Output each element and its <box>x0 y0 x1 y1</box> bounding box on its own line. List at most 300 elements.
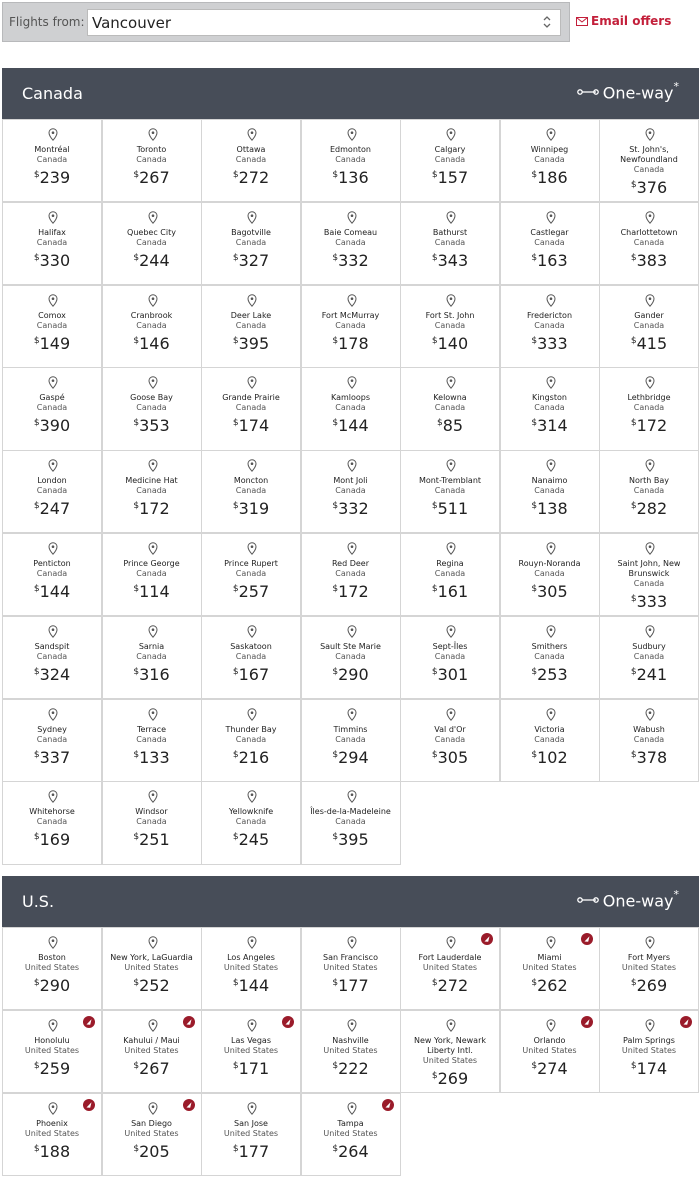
destination-info <box>7 953 97 995</box>
price-value: 511 <box>437 499 469 519</box>
price-value: 267 <box>139 168 170 187</box>
currency-symbol: $ <box>332 170 339 180</box>
currency-symbol: $ <box>33 252 40 263</box>
destination-info <box>7 807 97 849</box>
map-pin-icon <box>48 623 58 636</box>
destination-country: Canada <box>633 237 665 247</box>
destination-card[interactable] <box>599 616 699 699</box>
map-pin-icon <box>446 292 456 305</box>
destination-price <box>7 746 97 767</box>
section-canada <box>2 68 699 850</box>
destination-card[interactable] <box>599 1010 699 1093</box>
destination-card[interactable] <box>2 367 102 450</box>
destination-card[interactable] <box>102 285 202 368</box>
destination-card[interactable] <box>2 450 102 533</box>
destination-card[interactable] <box>400 927 500 1010</box>
destination-city: Saskatoon <box>230 641 272 651</box>
destination-card[interactable] <box>102 202 202 285</box>
map-pin-icon <box>347 540 357 553</box>
destination-info <box>7 1036 97 1078</box>
destination-card[interactable] <box>201 616 301 699</box>
price-value: 222 <box>338 1058 369 1078</box>
destination-card[interactable] <box>2 1093 102 1176</box>
destination-card[interactable] <box>301 1010 401 1093</box>
destination-price <box>405 974 495 995</box>
destination-card[interactable] <box>201 285 301 368</box>
price-value: 102 <box>537 747 568 767</box>
destination-info <box>505 145 595 187</box>
destination-price <box>604 974 694 995</box>
destination-card[interactable] <box>500 1010 600 1093</box>
currency-symbol: $ <box>630 418 637 429</box>
destination-card[interactable] <box>201 927 301 1010</box>
destination-card[interactable] <box>102 1010 202 1093</box>
price-value: 133 <box>139 747 170 767</box>
destination-card[interactable] <box>400 450 500 533</box>
destination-card[interactable] <box>2 1010 102 1093</box>
destination-price <box>206 414 296 435</box>
destination-price <box>107 746 197 767</box>
destination-info <box>604 725 694 767</box>
destination-card[interactable] <box>400 616 500 699</box>
destination-city: Kelowna <box>433 393 467 403</box>
map-pin-icon <box>347 1017 357 1030</box>
price-value: 85 <box>442 416 464 436</box>
currency-symbol: $ <box>232 501 239 512</box>
destination-card[interactable] <box>201 450 301 533</box>
destination-city: Edmonton <box>330 145 371 154</box>
currency-symbol: $ <box>232 335 239 346</box>
one-way-text: One-way <box>602 891 674 911</box>
destination-info <box>405 1036 495 1088</box>
currency-symbol: $ <box>531 584 538 594</box>
map-pin-icon <box>247 374 257 387</box>
price-value: 314 <box>537 416 568 436</box>
destination-country: United States <box>124 963 179 972</box>
destination-price <box>306 332 396 353</box>
destination-price <box>7 166 97 187</box>
destination-country: Canada <box>335 651 366 661</box>
destination-price <box>7 580 97 601</box>
destination-card[interactable] <box>2 533 102 616</box>
destination-card[interactable] <box>201 1010 301 1093</box>
destination-card[interactable] <box>599 450 699 533</box>
destination-card[interactable] <box>500 533 600 616</box>
currency-symbol: $ <box>630 1060 637 1071</box>
destination-info <box>505 311 595 353</box>
destination-card[interactable] <box>102 927 202 1010</box>
destination-card[interactable] <box>301 367 401 450</box>
price-value: 378 <box>636 747 668 767</box>
destination-city: Rouyn-Noranda <box>518 559 581 568</box>
currency-symbol: $ <box>133 749 140 760</box>
destination-price <box>206 497 296 518</box>
destination-country: Canada <box>534 651 565 661</box>
currency-symbol: $ <box>531 335 538 346</box>
currency-symbol: $ <box>332 418 339 429</box>
map-pin-icon <box>148 706 158 719</box>
email-offers-link[interactable] <box>576 14 671 28</box>
destination-card[interactable] <box>102 781 202 864</box>
destination-card[interactable] <box>2 699 102 782</box>
map-pin-icon <box>546 126 556 139</box>
destination-info <box>306 1119 396 1161</box>
destination-card[interactable] <box>102 533 202 616</box>
price-value: 294 <box>338 747 369 767</box>
destination-card[interactable] <box>400 202 500 285</box>
destination-info <box>7 145 97 187</box>
destination-card[interactable] <box>2 202 102 285</box>
map-pin-icon <box>546 374 556 387</box>
destination-city: Bathurst <box>432 227 468 237</box>
destination-card[interactable] <box>201 533 301 616</box>
destination-country: Canada <box>36 651 68 661</box>
currency-symbol: $ <box>436 418 443 429</box>
price-value: 140 <box>437 333 469 353</box>
destination-country: Canada <box>534 320 565 330</box>
destination-card[interactable] <box>201 781 301 864</box>
destination-info <box>604 393 694 435</box>
destination-info <box>306 953 396 995</box>
destination-card[interactable] <box>599 285 699 368</box>
destination-card[interactable] <box>500 450 600 533</box>
destination-card[interactable] <box>102 699 202 782</box>
destination-info <box>405 725 495 767</box>
destination-price <box>107 974 197 995</box>
destination-country: Canada <box>335 155 366 164</box>
destination-info <box>505 642 595 684</box>
destination-card[interactable] <box>400 1010 500 1093</box>
destination-card[interactable] <box>102 616 202 699</box>
destination-country: United States <box>24 1045 80 1055</box>
destination-info <box>107 642 197 684</box>
currency-symbol: $ <box>531 501 538 512</box>
destination-country: Canada <box>434 320 466 330</box>
map-pin-icon <box>148 126 158 139</box>
destination-card[interactable] <box>301 616 401 699</box>
currency-symbol: $ <box>332 978 339 988</box>
origin-city-select[interactable] <box>87 9 561 36</box>
map-pin-icon <box>148 457 158 470</box>
destination-card[interactable] <box>102 1093 202 1176</box>
destination-city: Moncton <box>233 476 269 486</box>
map-pin-icon <box>446 540 456 553</box>
map-pin-icon <box>645 706 655 719</box>
map-pin-icon <box>446 374 456 387</box>
rouge-badge-icon <box>481 933 493 945</box>
destination-city: Fort Lauderdale <box>418 953 482 962</box>
currency-symbol: $ <box>431 584 438 594</box>
rouge-badge-icon <box>282 1016 294 1028</box>
destination-city: Nanaimo <box>531 476 568 486</box>
destination-city: New York, LaGuardia <box>110 953 193 962</box>
destination-card[interactable] <box>102 367 202 450</box>
destination-card[interactable] <box>400 119 500 202</box>
rouge-badge-icon <box>680 1016 692 1028</box>
destination-info <box>306 145 396 187</box>
map-pin-icon <box>347 1100 357 1113</box>
destination-card[interactable] <box>400 367 500 450</box>
destination-country: Canada <box>434 403 466 413</box>
destination-info <box>107 1119 197 1161</box>
destination-country: Canada <box>136 486 167 496</box>
destination-city: Boston <box>38 953 66 962</box>
destination-price <box>107 332 197 353</box>
map-pin-icon <box>645 209 655 222</box>
destination-info <box>7 393 97 435</box>
destination-card[interactable] <box>301 781 401 864</box>
currency-symbol: $ <box>232 1060 239 1071</box>
one-way-arrow-icon <box>577 88 599 96</box>
section-title: Canada <box>22 84 83 103</box>
destination-info <box>505 228 595 270</box>
price-value: 290 <box>39 976 71 995</box>
destination-country: Canada <box>434 651 466 661</box>
destination-price <box>107 497 197 518</box>
section-header <box>2 876 699 927</box>
section-header <box>2 68 699 119</box>
destination-price <box>306 580 396 601</box>
destination-card[interactable] <box>599 699 699 782</box>
destination-info <box>206 311 296 353</box>
currency-symbol: $ <box>630 501 637 512</box>
currency-symbol: $ <box>431 1070 438 1081</box>
destination-card[interactable] <box>201 367 301 450</box>
destination-card[interactable] <box>500 367 600 450</box>
destination-city: Gaspé <box>39 393 65 403</box>
map-pin-icon <box>148 1017 158 1030</box>
map-pin-icon <box>247 457 257 470</box>
destination-city: Sydney <box>37 724 67 734</box>
price-value: 172 <box>338 582 369 601</box>
destination-price <box>405 497 495 518</box>
price-value: 330 <box>39 250 71 270</box>
destination-country: United States <box>223 963 279 972</box>
price-value: 274 <box>537 1058 568 1078</box>
destination-info <box>604 476 694 518</box>
destination-card[interactable] <box>599 367 699 450</box>
destination-card[interactable] <box>301 1093 401 1176</box>
map-pin-icon <box>247 623 257 636</box>
map-pin-icon <box>645 374 655 387</box>
destination-card[interactable] <box>301 699 401 782</box>
currency-symbol: $ <box>630 180 637 190</box>
destination-country: Canada <box>235 155 267 164</box>
destination-card[interactable] <box>500 119 600 202</box>
destination-country: Canada <box>335 569 366 578</box>
destination-city: Honolulu <box>34 1035 70 1045</box>
destination-card[interactable] <box>400 533 500 616</box>
destination-card[interactable] <box>400 699 500 782</box>
destination-price <box>206 1140 296 1161</box>
currency-symbol: $ <box>33 1143 40 1154</box>
destination-city: Wabush <box>633 724 665 734</box>
currency-symbol: $ <box>232 418 239 429</box>
destination-info <box>405 228 495 270</box>
destination-card[interactable] <box>2 927 102 1010</box>
map-pin-icon <box>247 126 257 139</box>
destination-price <box>306 497 396 518</box>
destination-info <box>7 476 97 518</box>
map-pin-icon <box>645 623 655 636</box>
destination-city: Cranbrook <box>130 310 173 320</box>
destination-card[interactable] <box>500 927 600 1010</box>
destination-price <box>604 663 694 684</box>
destination-card[interactable] <box>301 285 401 368</box>
destination-card[interactable] <box>599 533 699 616</box>
destination-card[interactable] <box>599 927 699 1010</box>
destination-info <box>206 725 296 767</box>
destination-card[interactable] <box>2 781 102 864</box>
destination-country: Canada <box>335 237 366 247</box>
currency-symbol: $ <box>232 252 239 263</box>
map-pin-icon <box>48 126 58 139</box>
currency-symbol: $ <box>531 666 538 677</box>
destination-price <box>107 580 197 601</box>
destination-country: Canada <box>633 320 665 330</box>
destination-price <box>405 746 495 767</box>
currency-symbol: $ <box>133 170 140 180</box>
currency-symbol: $ <box>232 978 239 988</box>
map-pin-icon <box>347 457 357 470</box>
price-value: 146 <box>139 333 170 353</box>
destination-country: Canada <box>136 734 167 744</box>
destination-price <box>206 828 296 849</box>
destination-card[interactable] <box>102 450 202 533</box>
map-pin-icon <box>645 1017 655 1030</box>
destination-city: Orlando <box>533 1035 566 1045</box>
price-value: 167 <box>238 664 270 684</box>
destination-card[interactable] <box>301 202 401 285</box>
map-pin-icon <box>247 292 257 305</box>
rouge-badge-icon <box>183 1016 195 1028</box>
destination-price <box>206 332 296 353</box>
destination-country: United States <box>323 1128 378 1138</box>
destination-price <box>107 414 197 435</box>
destination-country: United States <box>621 1045 677 1055</box>
destination-card[interactable] <box>2 285 102 368</box>
destination-card[interactable] <box>400 285 500 368</box>
destination-card[interactable] <box>201 202 301 285</box>
destination-city: Penticton <box>33 559 71 568</box>
destination-card[interactable] <box>500 616 600 699</box>
map-pin-icon <box>247 788 257 801</box>
currency-symbol: $ <box>431 978 438 988</box>
destination-country: Canada <box>434 734 466 744</box>
destination-city: New York, Newark Liberty Intl. <box>414 1035 486 1055</box>
destination-city: Mont-Tremblant <box>418 476 482 486</box>
price-value: 343 <box>437 250 469 270</box>
currency-symbol: $ <box>133 666 140 677</box>
map-pin-icon <box>148 1100 158 1113</box>
destination-info <box>604 311 694 353</box>
map-pin-icon <box>347 623 357 636</box>
price-value: 161 <box>437 582 469 601</box>
destination-card[interactable] <box>301 119 401 202</box>
destination-price <box>405 414 495 435</box>
destination-card[interactable] <box>2 119 102 202</box>
map-pin-icon <box>546 706 556 719</box>
price-value: 138 <box>537 499 568 519</box>
destination-country: Canada <box>36 734 68 744</box>
price-value: 252 <box>139 976 170 995</box>
one-way-label <box>577 890 679 910</box>
destination-city: Lethbridge <box>627 393 671 403</box>
currency-symbol: $ <box>133 501 140 512</box>
destination-card[interactable] <box>500 699 600 782</box>
price-value: 301 <box>437 664 469 684</box>
destination-info <box>505 1036 595 1078</box>
destination-city: Tampa <box>337 1118 364 1128</box>
destination-price <box>604 746 694 767</box>
currency-symbol: $ <box>630 749 637 760</box>
destination-info <box>7 228 97 270</box>
destination-info <box>405 642 495 684</box>
destination-city: Thunder Bay <box>225 724 277 734</box>
destination-city: Baie Comeau <box>323 227 378 237</box>
currency-symbol: $ <box>531 418 538 429</box>
destination-city: Prince Rupert <box>224 559 278 568</box>
destination-card[interactable] <box>102 119 202 202</box>
currency-symbol: $ <box>33 418 40 429</box>
price-value: 244 <box>139 250 170 270</box>
destination-city: Terrace <box>136 724 167 734</box>
destination-info <box>206 145 296 187</box>
destination-card[interactable] <box>301 927 401 1010</box>
destination-country: Canada <box>36 155 68 164</box>
currency-symbol: $ <box>431 501 438 512</box>
price-value: 241 <box>636 664 668 684</box>
destination-country: Canada <box>36 817 68 827</box>
map-pin-icon <box>546 457 556 470</box>
destination-city: Red Deer <box>331 559 370 568</box>
destination-card[interactable] <box>599 202 699 285</box>
destination-price <box>505 332 595 353</box>
currency-symbol: $ <box>133 418 140 429</box>
destination-price <box>306 828 396 849</box>
destination-card[interactable] <box>201 119 301 202</box>
destination-city: Ottawa <box>236 145 266 154</box>
map-pin-icon <box>347 292 357 305</box>
destination-card[interactable] <box>301 533 401 616</box>
destination-card[interactable] <box>301 450 401 533</box>
destination-card[interactable] <box>201 1093 301 1176</box>
destination-country: Canada <box>633 165 665 174</box>
price-value: 333 <box>636 592 668 611</box>
destination-card[interactable] <box>2 616 102 699</box>
destination-info <box>306 476 396 518</box>
price-value: 188 <box>39 1141 71 1161</box>
destination-info <box>107 311 197 353</box>
destination-card[interactable] <box>201 699 301 782</box>
origin-city-value: Vancouver <box>92 14 171 32</box>
destination-card[interactable] <box>599 119 699 202</box>
destination-card[interactable] <box>500 202 600 285</box>
destination-country: Canada <box>633 651 665 661</box>
price-value: 272 <box>437 976 469 995</box>
destination-price <box>206 974 296 995</box>
map-pin-icon <box>446 623 456 636</box>
destination-city: Sault Ste Marie <box>320 641 381 651</box>
currency-symbol: $ <box>431 170 438 180</box>
destination-price <box>505 249 595 270</box>
destination-price <box>505 1057 595 1078</box>
price-value: 253 <box>537 664 568 684</box>
destination-info <box>107 807 197 849</box>
destination-city: Halifax <box>38 227 66 237</box>
map-pin-icon <box>446 457 456 470</box>
destination-card[interactable] <box>500 285 600 368</box>
